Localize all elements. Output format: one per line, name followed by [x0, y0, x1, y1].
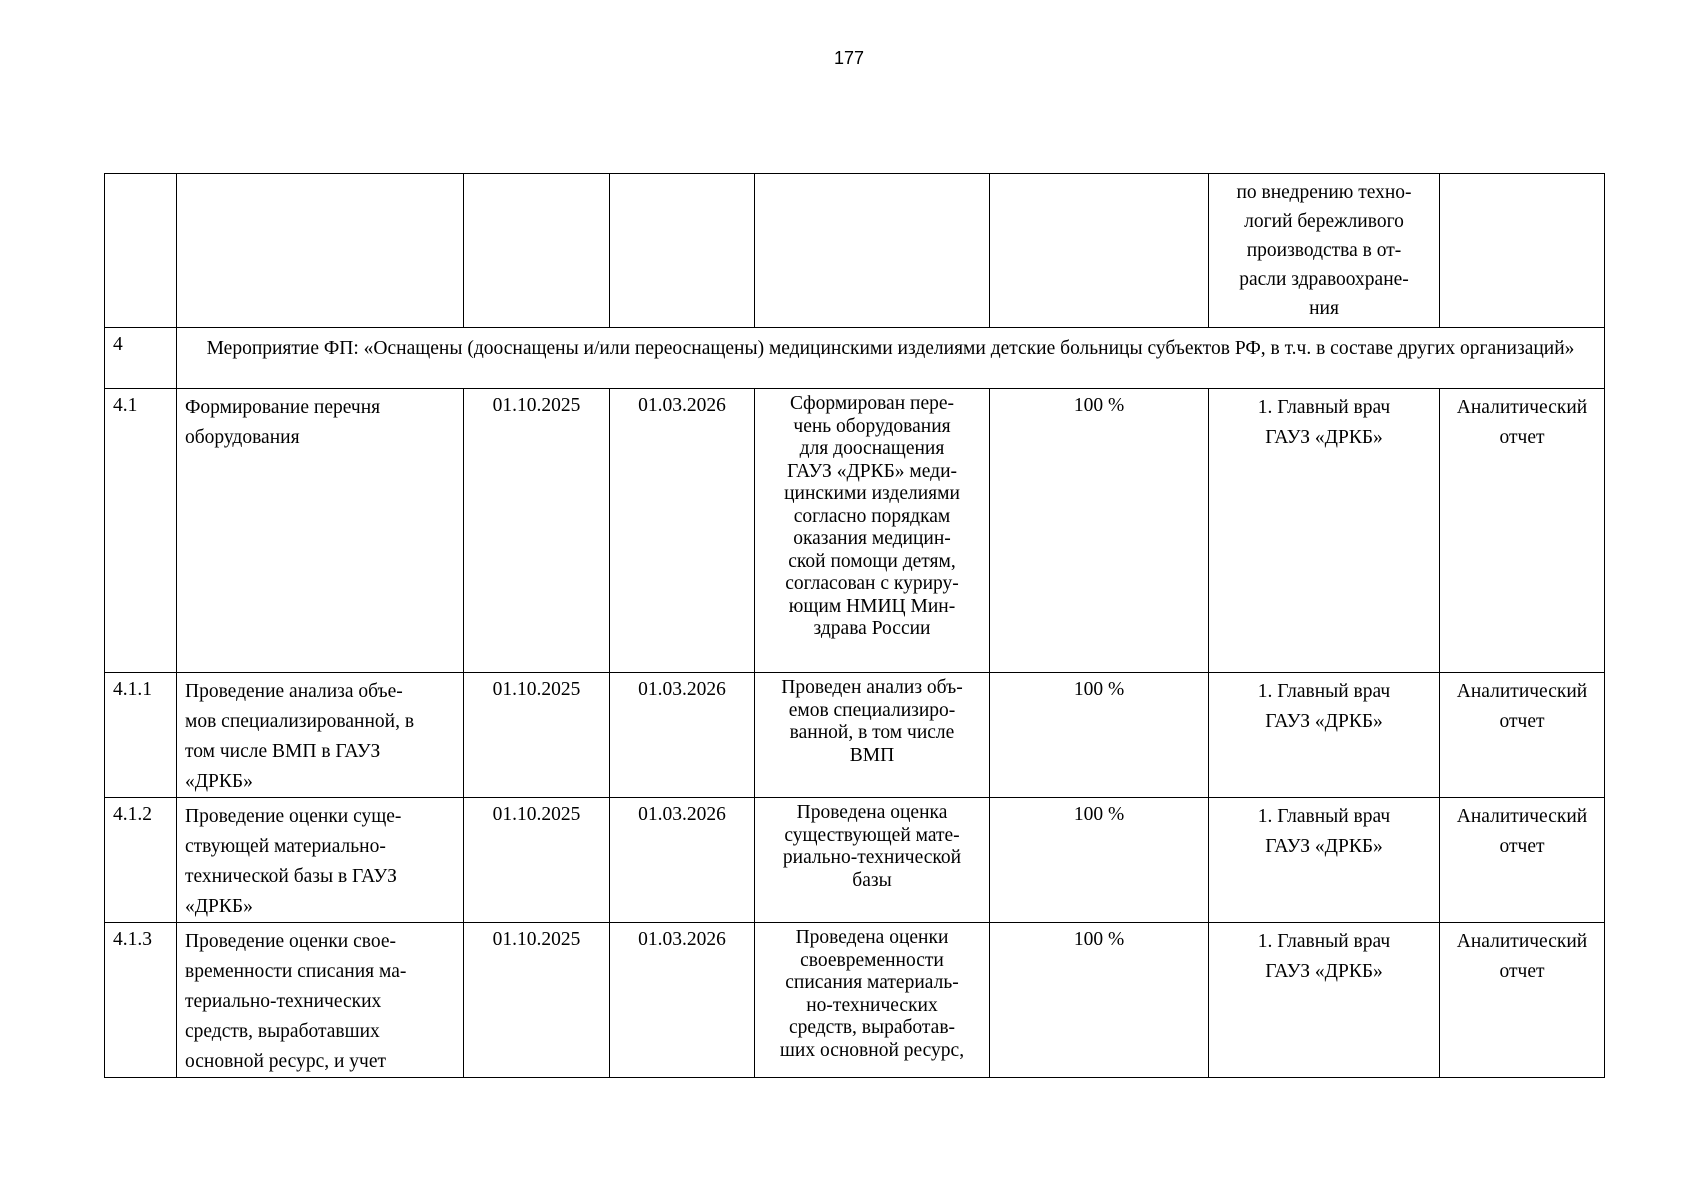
percent-cell: 100 %: [990, 798, 1209, 923]
responsible-cell: 1. Главный врач ГАУЗ «ДРКБ»: [1209, 923, 1440, 1078]
report-cell: Аналитический отчет: [1440, 673, 1605, 798]
table-cell: [990, 174, 1209, 328]
table-row: [105, 923, 1605, 1078]
table-cell: [610, 174, 755, 328]
row-number: 4.1.2: [105, 798, 177, 923]
table-cell: [105, 174, 177, 328]
activity-name: Проведение оценки свое- временности списания ма- териально-технических средств, выработавших основной ресурс, и учет: [177, 923, 464, 1078]
plan-table: [104, 173, 1605, 1078]
result-cell: Проведена оценки своевременности списания материаль- но-технических средств, выработав- ших основной ресурс,: [755, 923, 990, 1078]
section-title: Мероприятие ФП: «Оснащены (дооснащены и/или переоснащены) медицинскими изделиями детские больницы субъектов РФ, в т.ч. в составе других организаций»: [177, 328, 1605, 389]
end-date: 01.03.2026: [610, 923, 755, 1078]
section-row: [105, 328, 1605, 389]
table-cell: [1440, 174, 1605, 328]
start-date: 01.10.2025: [464, 389, 610, 673]
row-number: 4.1.1: [105, 673, 177, 798]
table-row: [105, 798, 1605, 923]
start-date: 01.10.2025: [464, 673, 610, 798]
percent-cell: 100 %: [990, 389, 1209, 673]
section-number: 4: [105, 328, 177, 389]
table-cell: [464, 174, 610, 328]
start-date: 01.10.2025: [464, 923, 610, 1078]
row-number: 4.1: [105, 389, 177, 673]
result-cell: Проведен анализ объ- емов специализиро- ванной, в том числе ВМП: [755, 673, 990, 798]
activity-name: Проведение анализа объе- мов специализированной, в том числе ВМП в ГАУЗ «ДРКБ»: [177, 673, 464, 798]
table-cell: [177, 174, 464, 328]
activity-name: Формирование перечня оборудования: [177, 389, 464, 673]
result-cell: Сформирован пере- чень оборудования для дооснащения ГАУЗ «ДРКБ» меди- цинскими изделиями согласно порядкам оказания медицин- ской помощи детям, согласован с куриру- ющим НМИЦ Мин- здрава России: [755, 389, 990, 673]
table-cell: [755, 174, 990, 328]
end-date: 01.03.2026: [610, 673, 755, 798]
responsible-cell: 1. Главный врач ГАУЗ «ДРКБ»: [1209, 389, 1440, 673]
report-cell: Аналитический отчет: [1440, 389, 1605, 673]
page-number: 177: [833, 48, 865, 68]
table-row: [105, 389, 1605, 673]
continuation-row: [105, 174, 1605, 328]
activity-name: Проведение оценки суще- ствующей материально- технической базы в ГАУЗ «ДРКБ»: [177, 798, 464, 923]
table-row: [105, 673, 1605, 798]
percent-cell: 100 %: [990, 673, 1209, 798]
end-date: 01.03.2026: [610, 798, 755, 923]
percent-cell: 100 %: [990, 923, 1209, 1078]
responsible-cell: по внедрению техно- логий бережливого производства в от- расли здравоохране- ния: [1209, 174, 1440, 328]
responsible-cell: 1. Главный врач ГАУЗ «ДРКБ»: [1209, 798, 1440, 923]
end-date: 01.03.2026: [610, 389, 755, 673]
result-cell: Проведена оценка существующей мате- риально-технической базы: [755, 798, 990, 923]
start-date: 01.10.2025: [464, 798, 610, 923]
row-number: 4.1.3: [105, 923, 177, 1078]
responsible-cell: 1. Главный врач ГАУЗ «ДРКБ»: [1209, 673, 1440, 798]
report-cell: Аналитический отчет: [1440, 923, 1605, 1078]
report-cell: Аналитический отчет: [1440, 798, 1605, 923]
